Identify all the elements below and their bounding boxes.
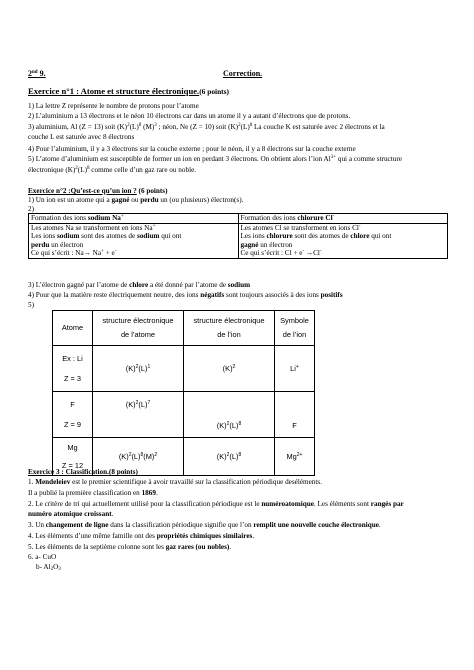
sodium-header: Formation des ions sodium Na+: [29, 214, 239, 224]
correction-title: Correction.: [223, 69, 263, 78]
atom-structure-cell: $(K)^2(L)^7$: [93, 392, 184, 438]
ion-symbol-cell: $Mg^{2+}$: [275, 438, 315, 476]
ex1-line-3: 3) aluminium, Al (Z = 13) soit $(K)^2(L)^8$ $(M)^3$ ; néon, Ne (Z = 10) soit $(K)^2(L)^8$ La couche K est saturée avec 2 électrons et la: [28, 123, 385, 131]
col-symbole-header: Symbole de l’ion: [275, 311, 315, 346]
ion-symbol-cell: F: [275, 392, 315, 438]
ex2-line-4: 4) Pour que la matière reste électriquement neutre, des ions négatifs sont toujours associés à des ions positifs: [28, 291, 343, 299]
ex3-line-2: Il a publié la première classification en 1869.: [28, 489, 158, 497]
sodium-cell: Les atomes Na se transforment en ions Na+ Les ions sodium sont des atomes de sodium qui ont perdu un électron Ce qui s’écrit : Na→ Na+ + e-: [29, 223, 239, 258]
ex1-line-4: couche L est saturée avec 8 électrons: [28, 133, 135, 141]
ex1-title: Exercice n°1 : Atome et structure électronique.(6 points): [28, 86, 229, 96]
ion-structure-cell: $(K)^2$: [184, 346, 275, 392]
ion-symbol-cell: Li+: [275, 346, 315, 392]
atom-structure-cell: $(K)^2(L)^1$: [93, 346, 184, 392]
ex3-line-3: 2. Le critère de tri qui actuellement utilisé pour la classification périodique est le numéroatomique. Les éléments sont rangés par: [28, 500, 404, 508]
ex1-line-2: 2) L’aluminium a 13 électrons et le néon 10 électrons car dans un atome il y a autant d’électrons que de protons.: [28, 112, 351, 120]
ex3-line-4: numéro atomique croissant.: [28, 510, 114, 518]
chlorure-header: Formation des ions chlorure Cl-: [238, 214, 448, 224]
col-structure-atome-header: structure électronique de l’atome: [93, 311, 184, 346]
class-label: 2nd 9.: [28, 69, 46, 78]
col-atome-header: Atome: [53, 311, 93, 346]
atom-cell: Ex : Li Z = 3: [53, 346, 93, 392]
ex2-line-1: 1) Un ion est un atome qui a gagné ou perdu un (ou plusieurs) électron(s).: [28, 196, 244, 204]
ion-structure-cell: $(K)^2(L)^8$: [184, 438, 275, 476]
col-structure-ion-header: structure électronique de l’ion: [184, 311, 275, 346]
ex3-line-9: b- $Al_2O_3$: [36, 563, 61, 572]
ex2-line-2: 2): [28, 205, 34, 213]
atom-structure-cell: $(K)^2(L)^8(M)^2$: [93, 438, 184, 476]
ex2-line-3: 3) L’électron gagné par l’atome de chlore a été donné par l’atome de sodium: [28, 281, 251, 289]
ex3-line-8: 6. a- CuO: [28, 553, 57, 561]
atom-cell: F Z = 9: [53, 392, 93, 438]
table-row: [53, 392, 315, 438]
ex1-line-5: 4) Pour l’aluminium, il y a 3 électrons sur la couche externe ; pour le néon, il y a 8 électrons sur la couche externe: [28, 145, 356, 153]
ex2-title: Exercice n°2 :Qu’est-ce qu’un ion ? (6 points): [28, 187, 168, 195]
ex3-line-6: 4. Les éléments d’une même famille ont des propriétés chimiques similaires.: [28, 532, 255, 540]
ex1-line-6: 5) L’atome d’aluminium est susceptible de former un ion en perdant 3 électrons. On obtient alors l’ion $Al^{3+}$ qui a comme structure: [28, 155, 402, 163]
ex3-line-1: 1. Mendeleiev est le premier scientifique à avoir travaillé sur la classification périodique deséléments.: [28, 478, 322, 486]
chlorure-cell: Les atomes Cl se transforment en ions Cl- Les ions chlorure sont des atomes de chlore qui ont gagné un électron Ce qui s’écrit : Cl + e- →Cl-: [238, 223, 448, 258]
ex1-line-7: électronique $(K)^2(L)^8$ comme celle d’un gaz rare ou noble.: [28, 166, 197, 174]
ion-formation-table: [28, 213, 448, 259]
ex2-line-5: 5): [28, 301, 34, 309]
ex3-line-5: 3. Un changement de ligne dans la classification périodique signifie que l’on remplit une nouvelle couche électronique.: [28, 521, 381, 529]
atom-cell: Mg Z = 12: [53, 438, 93, 476]
ion-structure-cell: $(K)^2(L)^8$: [184, 392, 275, 438]
electronic-structure-table: [52, 310, 315, 476]
ex3-line-7: 5. Les éléments de la septième colonne sont les gaz rares (ou nobles).: [28, 543, 232, 551]
ex1-line-1: 1) La lettre Z représente le nombre de protons pour l’atome: [28, 102, 199, 110]
table-row: [53, 346, 315, 392]
ex3-title: Exercice 3 : Classification.(8 points): [28, 468, 138, 476]
